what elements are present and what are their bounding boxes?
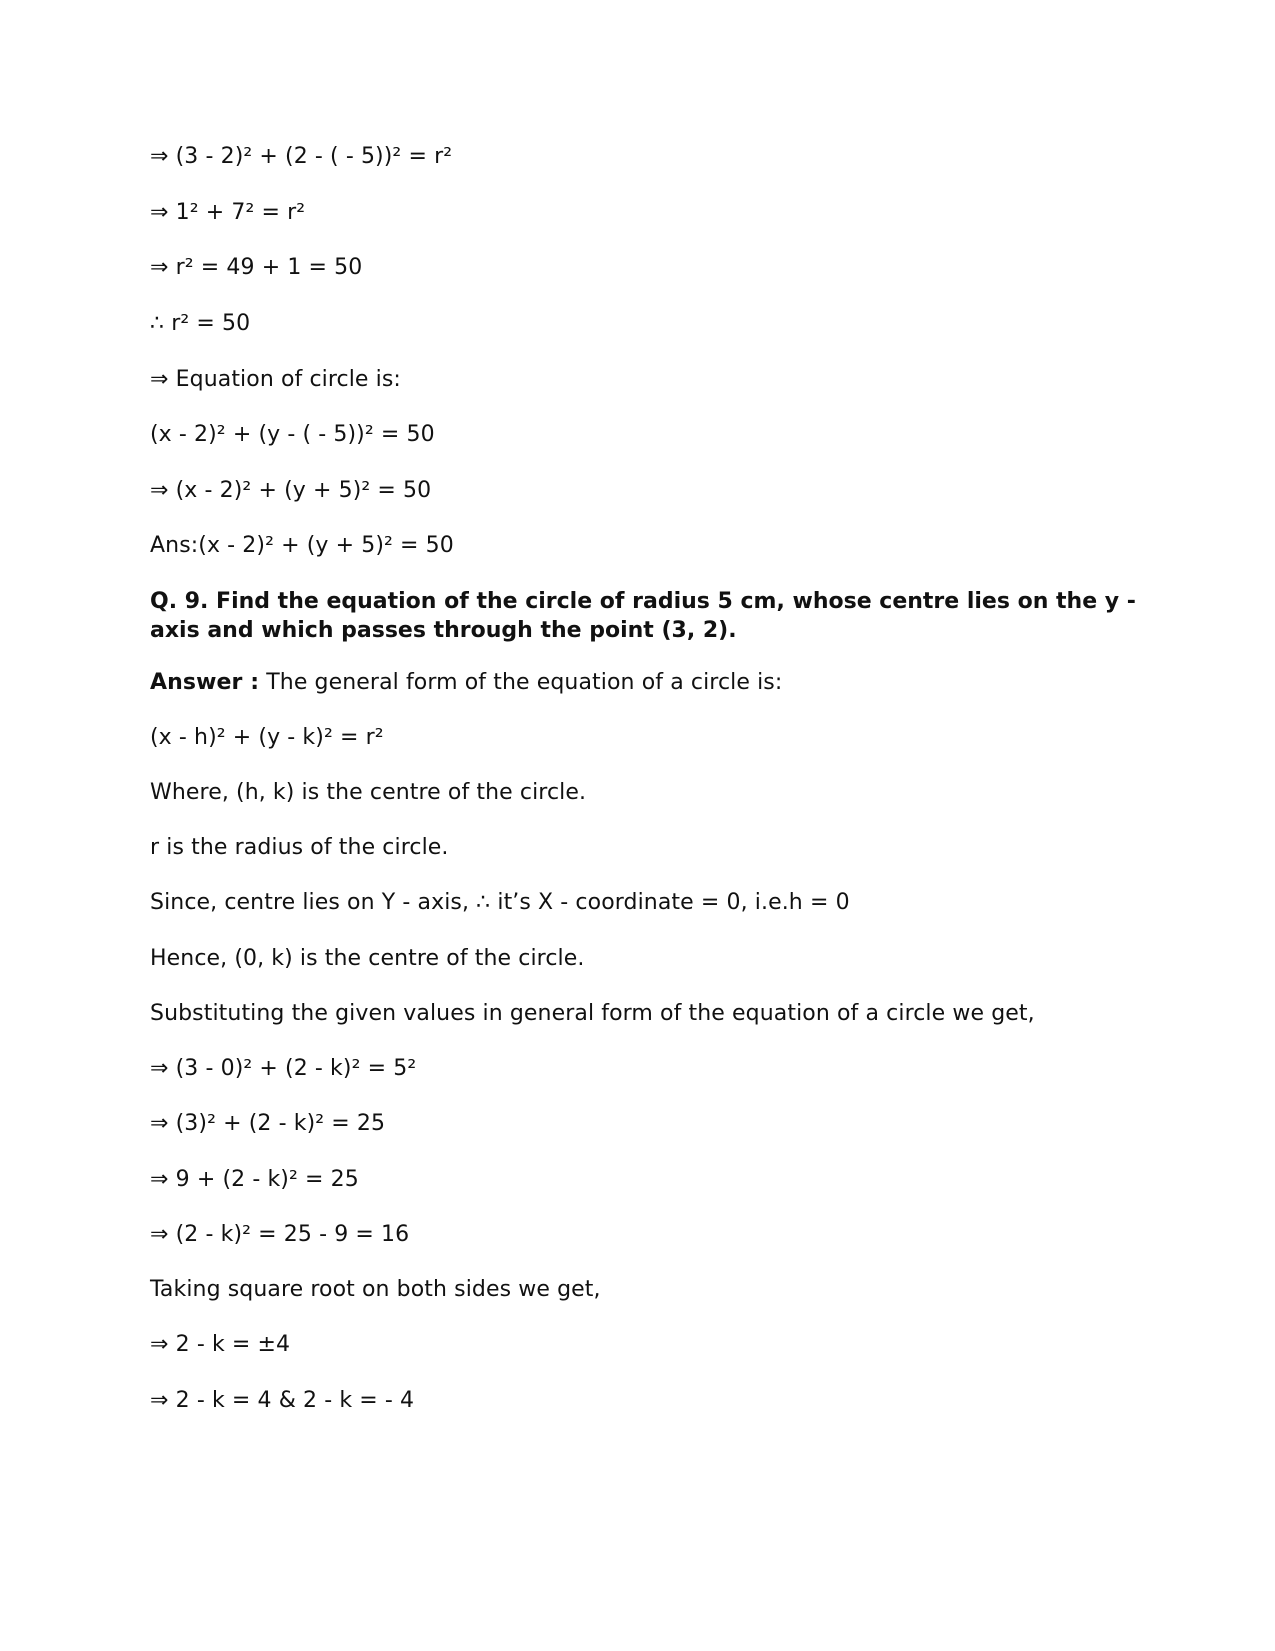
text-line: Taking square root on both sides we get, [150,1277,601,1302]
text-line: Since, centre lies on Y - axis, ∴ it’s X - coordinate = 0, i.e.h = 0 [150,890,850,915]
equation-line: ⇒ (x - 2)² + (y + 5)² = 50 [150,478,432,503]
question-heading [150,587,1136,645]
equation-line: ⇒ 2 - k = ±4 [150,1332,291,1357]
equation-line: ⇒ (3 - 0)² + (2 - k)² = 5² [150,1056,417,1081]
equation-line: (x - 2)² + (y - ( - 5))² = 50 [150,422,435,447]
equation-line: ⇒ r² = 49 + 1 = 50 [150,255,363,280]
equation-line: ∴ r² = 50 [150,311,251,336]
question-line-2: axis and which passes through the point (3, 2). [150,618,737,643]
equation-line: ⇒ 1² + 7² = r² [150,200,306,225]
answer-line: Ans:(x - 2)² + (y + 5)² = 50 [150,533,454,558]
equation-line: (x - h)² + (y - k)² = r² [150,725,384,750]
answer-text: The general form of the equation of a circle is: [259,670,783,695]
equation-line: ⇒ 9 + (2 - k)² = 25 [150,1167,359,1192]
equation-line: ⇒ (3 - 2)² + (2 - ( - 5))² = r² [150,144,453,169]
equation-line: ⇒ (3)² + (2 - k)² = 25 [150,1111,386,1136]
text-line: ⇒ Equation of circle is: [150,367,401,392]
equation-line: ⇒ 2 - k = 4 & 2 - k = - 4 [150,1388,415,1413]
text-line: r is the radius of the circle. [150,835,449,860]
text-line: Substituting the given values in general form of the equation of a circle we get, [150,1001,1035,1026]
text-line: Hence, (0, k) is the centre of the circle. [150,946,585,971]
text-line: Where, (h, k) is the centre of the circle. [150,780,587,805]
answer-label: Answer : [150,670,260,695]
answer-intro [150,669,782,697]
question-line-1: Q. 9. Find the equation of the circle of radius 5 cm, whose centre lies on the y - [150,589,1136,614]
equation-line: ⇒ (2 - k)² = 25 - 9 = 16 [150,1222,410,1247]
